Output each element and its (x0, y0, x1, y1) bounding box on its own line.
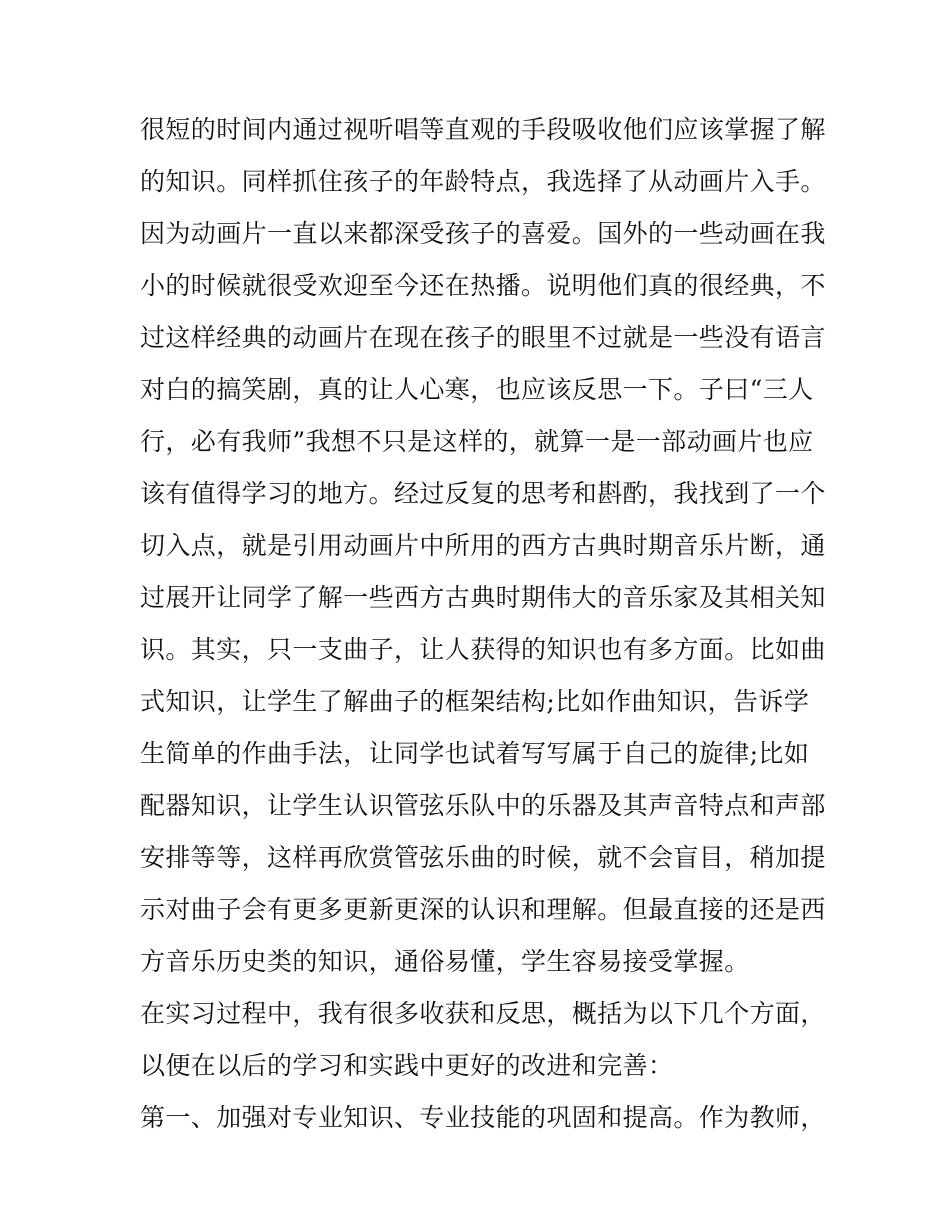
text-line: 式知识，让学生了解曲子的框架结构;比如作曲知识，告诉学 (140, 687, 810, 716)
text-line: 识。其实，只一支曲子，让人获得的知识也有多方面。比如曲 (140, 635, 826, 664)
text-line: 的知识。同样抓住孩子的年龄特点，我选择了从动画片入手。 (140, 167, 826, 196)
text-line: 安排等等，这样再欣赏管弦乐曲的时候，就不会盲目，稍加提 (140, 843, 826, 872)
text-line: 行，必有我师”我想不只是这样的，就算一是一部动画片也应 (140, 427, 814, 456)
text-line: 方音乐历史类的知识，通俗易懂，学生容易接受掌握。 (140, 947, 750, 976)
text-line: 因为动画片一直以来都深受孩子的喜爱。国外的一些动画在我 (140, 219, 826, 248)
text-line: 在实习过程中，我有很多收获和反思，概括为以下几个方面， (140, 999, 826, 1028)
text-line: 生简单的作曲手法，让同学也试着写写属于自己的旋律;比如 (140, 739, 810, 768)
text-line: 以便在以后的学习和实践中更好的改进和完善： (140, 1051, 674, 1080)
text-line: 配器知识，让学生认识管弦乐队中的乐器及其声音特点和声部 (140, 791, 826, 820)
text-line: 过这样经典的动画片在现在孩子的眼里不过就是一些没有语言 (140, 323, 826, 352)
text-line: 该有值得学习的地方。经过反复的思考和斟酌，我找到了一个 (140, 479, 826, 508)
text-line: 切入点，就是引用动画片中所用的西方古典时期音乐片断，通 (140, 531, 826, 560)
text-line: 小的时候就很受欢迎至今还在热播。说明他们真的很经典，不 (140, 271, 826, 300)
text-line: 很短的时间内通过视听唱等直观的手段吸收他们应该掌握了解 (140, 115, 826, 144)
body-text (140, 104, 830, 1144)
text-line: 第一、加强对专业知识、专业技能的巩固和提高。作为教师， (140, 1103, 826, 1132)
text-line: 过展开让同学了解一些西方古典时期伟大的音乐家及其相关知 (140, 583, 826, 612)
text-line: 示对曲子会有更多更新更深的认识和理解。但最直接的还是西 (140, 895, 826, 924)
text-line: 对白的搞笑剧，真的让人心寒，也应该反思一下。子曰“三人 (140, 375, 814, 404)
